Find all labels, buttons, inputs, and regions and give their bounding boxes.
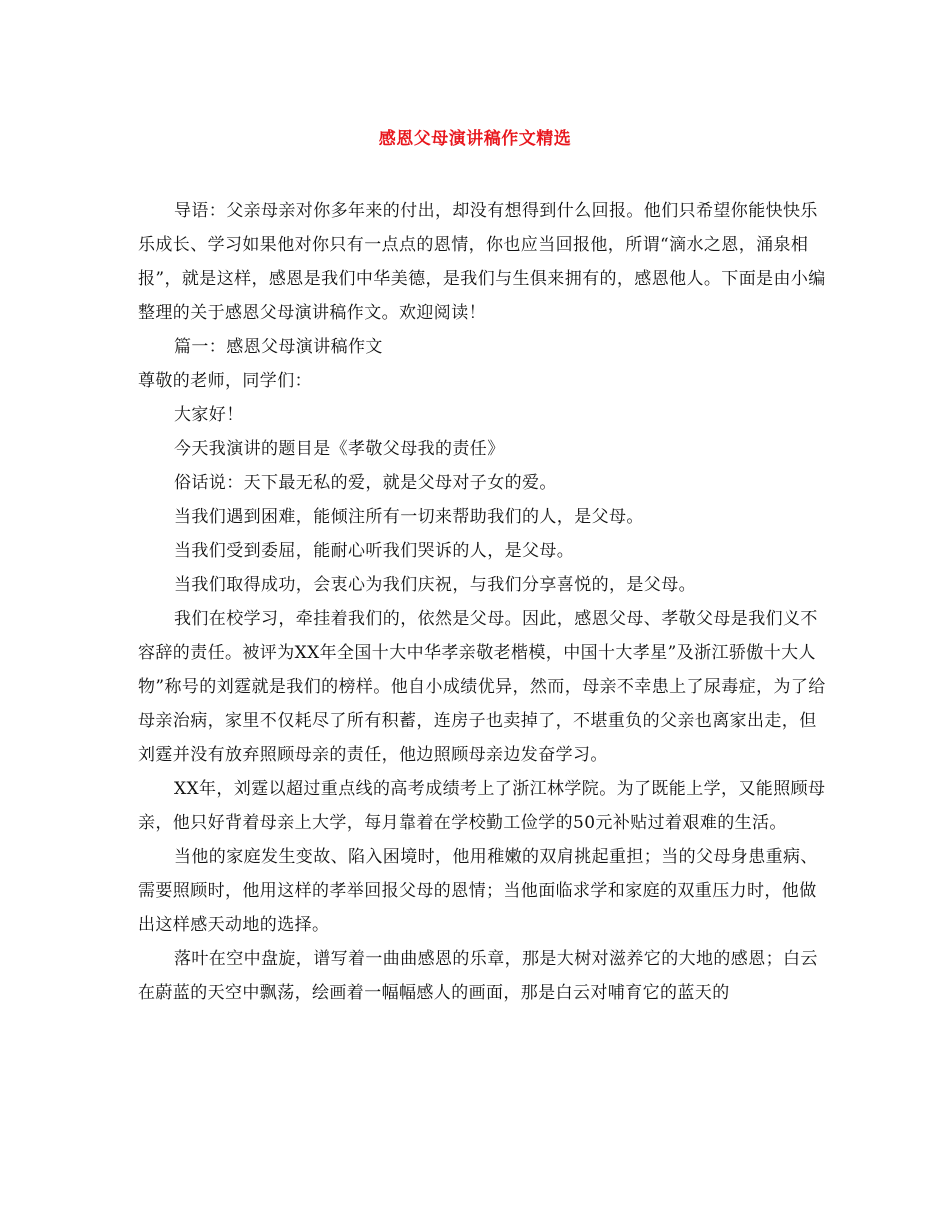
section-heading: 篇一：感恩父母演讲稿作文: [174, 337, 383, 357]
paragraph: 我们在校学习，牵挂着我们的，依然是父母。因此，感恩父母、孝敬父母是我们义不容辞的责任。被评为XX年全国十大中华孝亲敬老楷模，中国十大孝星”及浙江骄傲十大人物”称号的刘霆就是我们的榜样。他自小成绩优异，然而，母亲不幸患上了尿毒症，为了给母亲治病，家里不仅耗尽了所有积蓄，连房子也卖掉了，不堪重负的父亲也离家出走，但刘霆并没有放弃照顾母亲的责任，他边照顾母亲边发奋学习。: [138, 609, 826, 765]
paragraph: 今天我演讲的题目是《孝敬父母我的责任》: [174, 439, 505, 459]
document-title: 感恩父母演讲稿作文精选: [378, 129, 572, 149]
paragraph: 俗话说：天下最无私的爱，就是父母对子女的爱。: [174, 473, 557, 493]
salutation: 尊敬的老师，同学们：: [138, 371, 312, 391]
paragraph: 落叶在空中盘旋，谱写着一曲曲感恩的乐章，那是大树对滋养它的大地的感恩；白云在蔚蓝的天空中飘荡，绘画着一幅幅感人的画面，那是白云对哺育它的蓝天的: [138, 949, 818, 1003]
greeting: 大家好！: [174, 405, 244, 425]
paragraph: 当我们遇到困难，能倾注所有一切来帮助我们的人，是父母。: [174, 507, 644, 527]
document-body: [138, 194, 828, 1010]
paragraph: 当我们取得成功，会衷心为我们庆祝，与我们分享喜悦的，是父母。: [174, 575, 696, 595]
paragraph: 当他的家庭发生变故、陷入困境时，他用稚嫩的双肩挑起重担；当的父母身患重病、需要照顾时，他用这样的孝举回报父母的恩情；当他面临求学和家庭的双重压力时，他做出这样感天动地的选择。: [138, 847, 818, 935]
paragraph: XX年，刘霆以超过重点线的高考成绩考上了浙江林学院。为了既能上学，又能照顾母亲，他只好背着母亲上大学，每月靠着在学校勤工俭学的50元补贴过着艰难的生活。: [138, 779, 826, 833]
paragraph-intro: 导语：父亲母亲对你多年来的付出，却没有想得到什么回报。他们只希望你能快快乐乐成长、学习如果他对你只有一点点的恩情，你也应当回报他，所谓“滴水之恩，涌泉相报”，就是这样，感恩是我们中华美德，是我们与生俱来拥有的，感恩他人。下面是由小编整理的关于感恩父母演讲稿作文。欢迎阅读！: [138, 201, 826, 323]
paragraph: 当我们受到委屈，能耐心听我们哭诉的人，是父母。: [174, 541, 575, 561]
